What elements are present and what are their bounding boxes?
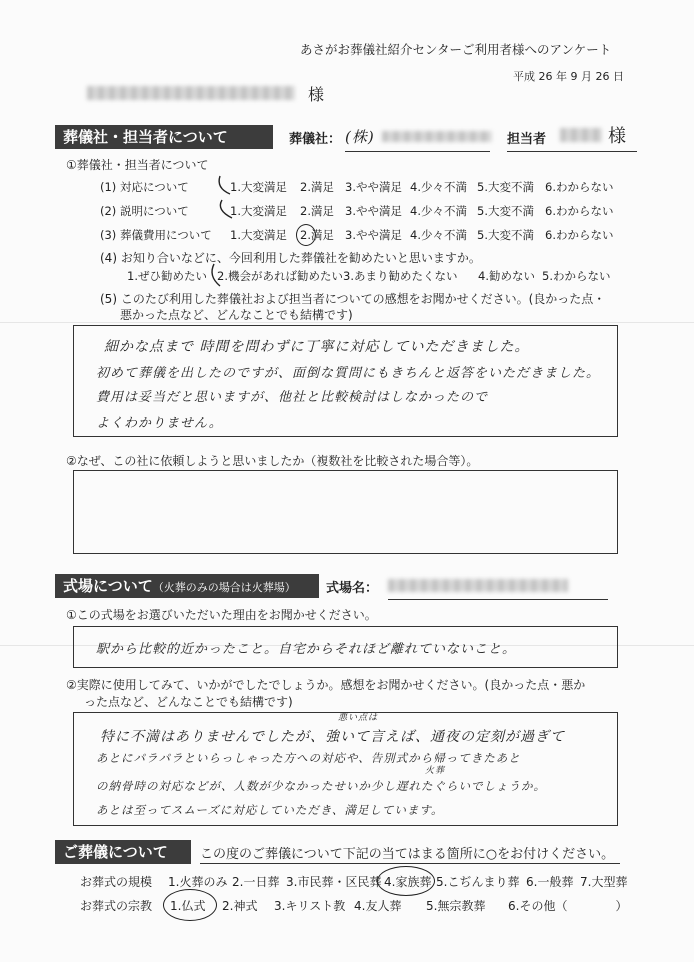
q1-title: ①葬儀社・担当者について	[66, 158, 209, 172]
recommend-mark-icon	[206, 262, 228, 290]
redacted-customer-name	[87, 86, 295, 100]
section-venue-band: 式場について（火葬のみの場合は火葬場）	[55, 574, 319, 598]
venue-q2-line2: った点など、どんなことでも結構です)	[84, 695, 293, 709]
circled-answer-cost	[296, 224, 316, 246]
funeral-instruction: この度のご葬儀について下記の当てはまる箇所に○をお付けください。	[200, 847, 615, 862]
funeral-religion-row: お葬式の宗教 1.仏式 2.神式 3.キリスト教 4.友人葬 5.無宗教葬 6.その他（ ）	[80, 899, 628, 913]
q4-question: (4) お知り合いなどに、今回利用した葬儀社を勧めたいと思いますか。	[100, 251, 481, 265]
rating-row-cost: (3) 葬儀費用について 1.大変満足 2.満足 3.やや満足 4.少々不満 5.大変不満 6.わからない	[100, 228, 614, 242]
q5-question-line1: (5) このたび利用した葬儀社および担当者についての感想をお聞かせください。(良かった点・	[100, 292, 606, 306]
company-label: 葬儀社：	[289, 132, 342, 147]
staff-label: 担当者	[507, 132, 547, 147]
section-funeral-band: ご葬儀について	[55, 840, 191, 864]
venue-q2-line1: ②実際に使用してみて、いかがでしたでしょうか。感想をお聞かせください。(良かった点・悪か	[66, 678, 586, 692]
answer5-line1: 細かな点まで 時間を問わずに丁寧に対応していただきました。	[104, 339, 530, 355]
answer2-insert: 火葬	[425, 766, 446, 776]
rating-row-response: (1) 対応について 1.大変満足 2.満足 3.やや満足 4.少々不満 5.大変不満 6.わからない	[100, 180, 614, 194]
staff-honorific: 様	[608, 126, 626, 147]
redacted-venue-name	[388, 579, 568, 592]
company-handwritten-prefix: (株)	[345, 128, 375, 146]
q5-question-line2: 悪かった点など、どんなことでも結構です)	[120, 308, 353, 322]
venue-answer2-line3: の納骨時の対応などが、人数が少なかったせいか少し遅れたぐらいでしょうか。	[96, 779, 546, 793]
customer-honorific: 様	[308, 85, 325, 104]
survey-date: 平成 26 年 9 月 26 日	[513, 70, 624, 83]
answer5-line2: 初めて葬儀を出したのですが、面倒な質問にもきちんと返答をいただきました。	[96, 366, 601, 381]
funeral-scale-row: お葬式の規模 1.火葬のみ 2.一日葬 3.市民葬・区民葬 4.家族葬 5.こぢんまり葬 6.一般葬 7.大型葬	[80, 875, 628, 889]
venue-answer2-line2: あとにパラパラといらっしゃった方への対応や、告別式から帰ってきたあと	[96, 751, 521, 765]
venue-answer2-line4: あとは至ってスムーズに対応していただき、満足しています。	[96, 803, 444, 817]
venue-label: 式場名：	[326, 581, 379, 596]
venue-q1: ①この式場をお選びいただいた理由をお聞かせください。	[66, 608, 377, 622]
section-funeral-company-band: 葬儀社・担当者について	[55, 125, 273, 149]
recommend-options-row: 1.ぜひ勧めたい 2.機会があれば勧めたい 3.あまり勧めたくない 4.勧めない 5.わからない	[127, 269, 611, 283]
answer2-note: 悪い点は	[338, 713, 379, 723]
redacted-company-name	[382, 131, 492, 142]
answer5-line3: 費用は妥当だと思いますが、他社と比較検討はしなかったので	[96, 390, 489, 405]
answer-box-why[interactable]	[73, 470, 618, 554]
answer5-line4: よくわかりません。	[96, 416, 223, 431]
circled-buddhist	[163, 889, 217, 921]
venue-answer2-line1: 特に不満はありませんでしたが、強いて言えば、通夜の定刻が過ぎて	[100, 729, 565, 745]
q2-why-question: ②なぜ、この社に依頼しようと思いましたか（複数社を比較された場合等）。	[66, 454, 479, 468]
survey-title: あさがお葬儀社紹介センターご利用者様へのアンケート	[300, 42, 612, 57]
circled-family-funeral	[377, 866, 435, 896]
rating-row-explanation: (2) 説明について 1.大変満足 2.満足 3.やや満足 4.少々不満 5.大変不満 6.わからない	[100, 204, 614, 218]
venue-answer1: 駅から比較的近かったこと。自宅からそれほど離れていないこと。	[96, 642, 517, 657]
redacted-staff-name	[560, 128, 602, 142]
checkmark-marks-icon	[214, 174, 244, 228]
